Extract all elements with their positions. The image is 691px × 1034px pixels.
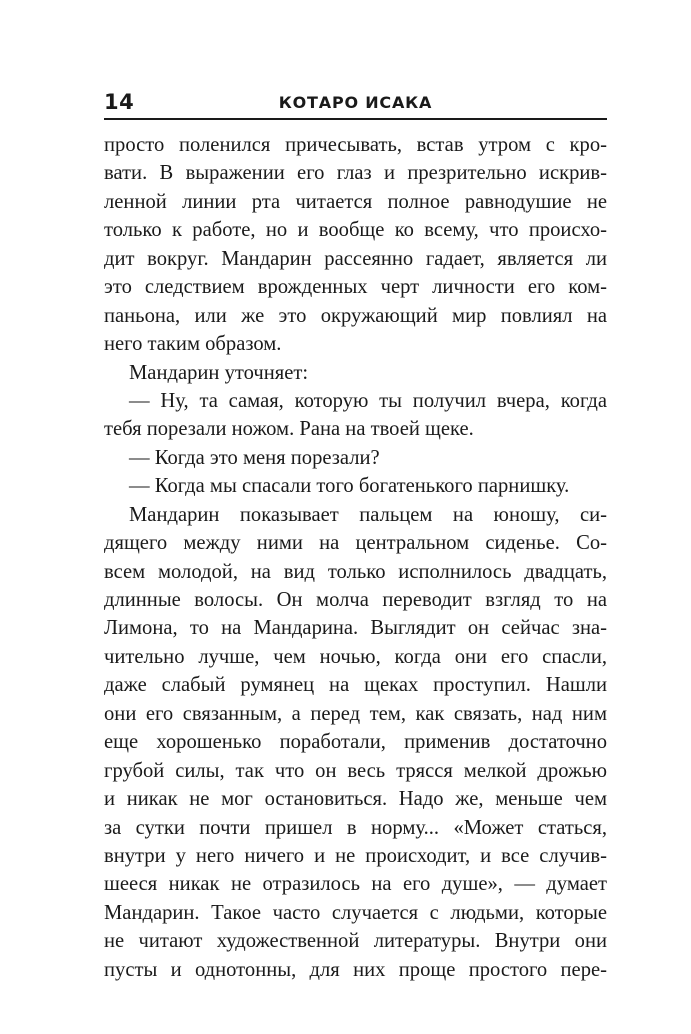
text-line: это следствием врожденных черт личности его ком- (104, 276, 607, 299)
text-line: длинные волосы. Он молча переводит взгляд то на (104, 589, 607, 611)
text-line: Мандарин уточняет: (129, 361, 309, 384)
text-line: вати. В выражении его глаз и презрительно искрив- (104, 162, 607, 185)
dialogue-line: — Когда мы спасали того богатенького парнишку. (129, 475, 570, 498)
text-line: за сутки почти пришел в норму... «Может статься, (104, 816, 607, 839)
text-line: внутри у него ничего и не происходит, и все случив- (104, 844, 607, 867)
text-line: грубой силы, так что он весь трясся мелкой дрожью (104, 759, 607, 782)
text-line: всем молодой, на вид только исполнилось двадцать, (104, 560, 607, 583)
text-line: только к работе, но и вообще ко всему, что происхо- (104, 219, 607, 242)
text-line: паньона, или же это окружающий мир повлиял на (104, 304, 607, 327)
text-line: не читают художественной литературы. Внутри они (104, 930, 607, 953)
text-line: Лимона, то на Мандарина. Выглядит он сейчас зна- (104, 617, 607, 640)
text-line: него таким образом. (104, 333, 282, 356)
dialogue-line: — Когда это меня порезали? (129, 446, 380, 469)
header-rule (104, 118, 607, 120)
text-line: Мандарин. Такое часто случается с людьми, которые (104, 901, 607, 924)
text-line: и никак не мог остановиться. Надо же, меньше чем (104, 788, 607, 811)
text-line: даже слабый румянец на щеках проступил. Нашли (104, 674, 607, 697)
page-number: 14 (104, 90, 135, 114)
text-line: дящего между ними на центральном сиденье. Со- (104, 532, 607, 555)
text-line: они его связанным, а перед тем, как связать, над ним (104, 702, 607, 725)
text-line: пусты и однотонны, для них проще простого пере- (104, 958, 607, 981)
text-line: еще хорошенько поработали, применив достаточно (104, 731, 607, 754)
text-line: чительно лучше, чем ночью, когда они его спасли, (104, 645, 607, 668)
text-line: Мандарин показывает пальцем на юношу, си- (129, 503, 607, 526)
page-header (104, 88, 607, 116)
body-text (104, 131, 607, 984)
dialogue-line: — Ну, та самая, которую ты получил вчера, когда (129, 389, 607, 412)
text-line: дит вокруг. Мандарин рассеянно гадает, является ли (104, 247, 607, 270)
text-line: просто поленился причесывать, встав утром с кро- (104, 134, 607, 156)
text-line: шееся никак не отразилось на его душе», — думает (104, 873, 607, 896)
running-head-author: КОТАРО ИСАКА (278, 93, 433, 112)
text-line: ленной линии рта читается полное равнодушие не (104, 190, 607, 213)
text-line: тебя порезали ножом. Рана на твоей щеке. (104, 418, 474, 441)
